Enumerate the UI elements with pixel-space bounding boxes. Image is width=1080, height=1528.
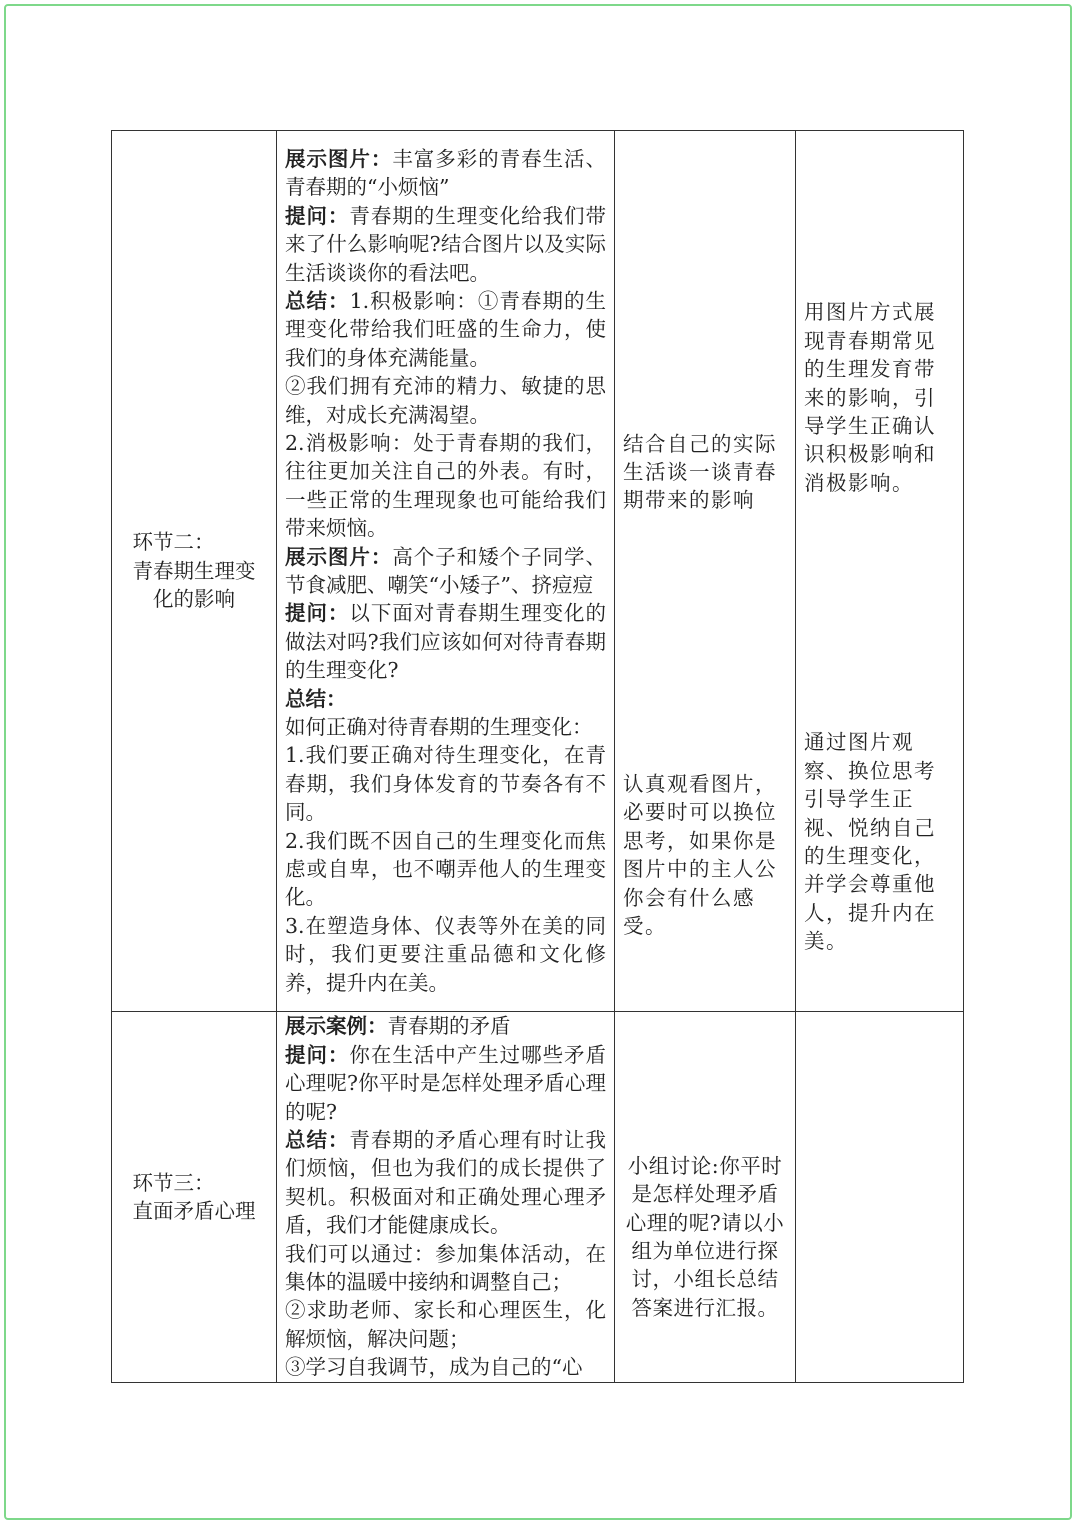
student-activity-cell xyxy=(615,131,796,1012)
paragraph: 如何正确对待青春期的生理变化： xyxy=(285,715,593,740)
paragraph: 总结：1.积极影响：①青春期的生理变化带给我们旺盛的生命力，使我们的身体充满能量。 xyxy=(285,288,606,370)
paragraph: 2.我们既不因自己的生理变化而焦虑或自卑，也不嘲弄他人的生理变化。 xyxy=(285,828,606,910)
paragraph: 展示图片：丰富多彩的青春生活、青春期的“小烦恼” xyxy=(285,146,607,200)
stage-cell xyxy=(112,131,277,1012)
paragraph: 提问：你在生活中产生过哪些矛盾心理呢?你平时是怎样处理矛盾心理的呢? xyxy=(285,1042,607,1124)
student-text: 结合自己的实际生活谈一谈青春期带来的影响 xyxy=(623,431,777,513)
stage-title-line: 青春期生理变 xyxy=(132,558,256,583)
design-intent-cell xyxy=(796,1012,964,1383)
lesson-plan-table xyxy=(111,130,964,1383)
stage-label: 环节三： xyxy=(132,1170,215,1195)
paragraph: ③学习自我调节，成为自己的“心 xyxy=(285,1355,583,1380)
student-activity-cell xyxy=(615,1012,796,1383)
table-row xyxy=(112,1012,964,1383)
intent-text: 通过图片观察、换位思考引导学生正视、悦纳自己的生理变化，并学会尊重他人，提升内在美。 xyxy=(804,730,936,954)
table-row xyxy=(112,131,964,1012)
paragraph: 2.消极影响：处于青春期的我们，往往更加关注自己的外表。有时，一些正常的生理现象也可能给我们带来烦恼。 xyxy=(285,430,606,541)
teacher-activity-cell xyxy=(277,1012,615,1383)
paragraph: 展示图片：高个子和矮个子同学、节食减肥、嘲笑“小矮子”、挤痘痘 xyxy=(285,544,607,597)
paragraph: 总结： xyxy=(285,686,347,711)
teacher-activity-cell xyxy=(277,131,615,1012)
student-text: 小组讨论:你平时是怎样处理矛盾心理的呢?请以小组为单位进行探讨，小组长总结答案进行汇报。 xyxy=(625,1153,785,1320)
paragraph: 提问：青春期的生理变化给我们带来了什么影响呢?结合图片以及实际生活谈谈你的看法吧。 xyxy=(285,203,607,285)
paragraph: 我们可以通过：参加集体活动，在集体的温暖中接纳和调整自己； xyxy=(285,1241,606,1295)
paragraph: 1.我们要正确对待生理变化，在青春期，我们身体发育的节奏各有不同。 xyxy=(285,743,606,825)
paragraph: 提问：以下面对青春期生理变化的做法对吗?我们应该如何对待青春期的生理变化? xyxy=(285,601,607,683)
paragraph: ②求助老师、家长和心理医生，化解烦恼，解决问题； xyxy=(285,1298,606,1351)
stage-cell xyxy=(112,1012,277,1383)
stage-title-line: 化的影响 xyxy=(153,587,235,612)
student-text: 认真观看图片，必要时可以换位思考，如果你是图片中的主人公你会有什么感受。 xyxy=(623,771,777,938)
paragraph: 总结：青春期的矛盾心理有时让我们烦恼，但也为我们的成长提供了契机。积极面对和正确处理心理矛盾，我们才能健康成长。 xyxy=(285,1127,607,1238)
stage-label: 环节二： xyxy=(132,530,215,555)
paragraph: ②我们拥有充沛的精力、敏捷的思维，对成长充满渴望。 xyxy=(285,374,606,427)
paragraph: 展示案例：青春期的矛盾 xyxy=(285,1014,511,1039)
stage-title-line: 直面矛盾心理 xyxy=(132,1199,256,1223)
paragraph: 3.在塑造身体、仪表等外在美的同时，我们更要注重品德和文化修养，提升内在美。 xyxy=(285,913,606,995)
design-intent-cell xyxy=(796,131,964,1012)
intent-text: 用图片方式展现青春期常见的生理发育带来的影响，引导学生正确认识积极影响和消极影响。 xyxy=(804,300,936,495)
